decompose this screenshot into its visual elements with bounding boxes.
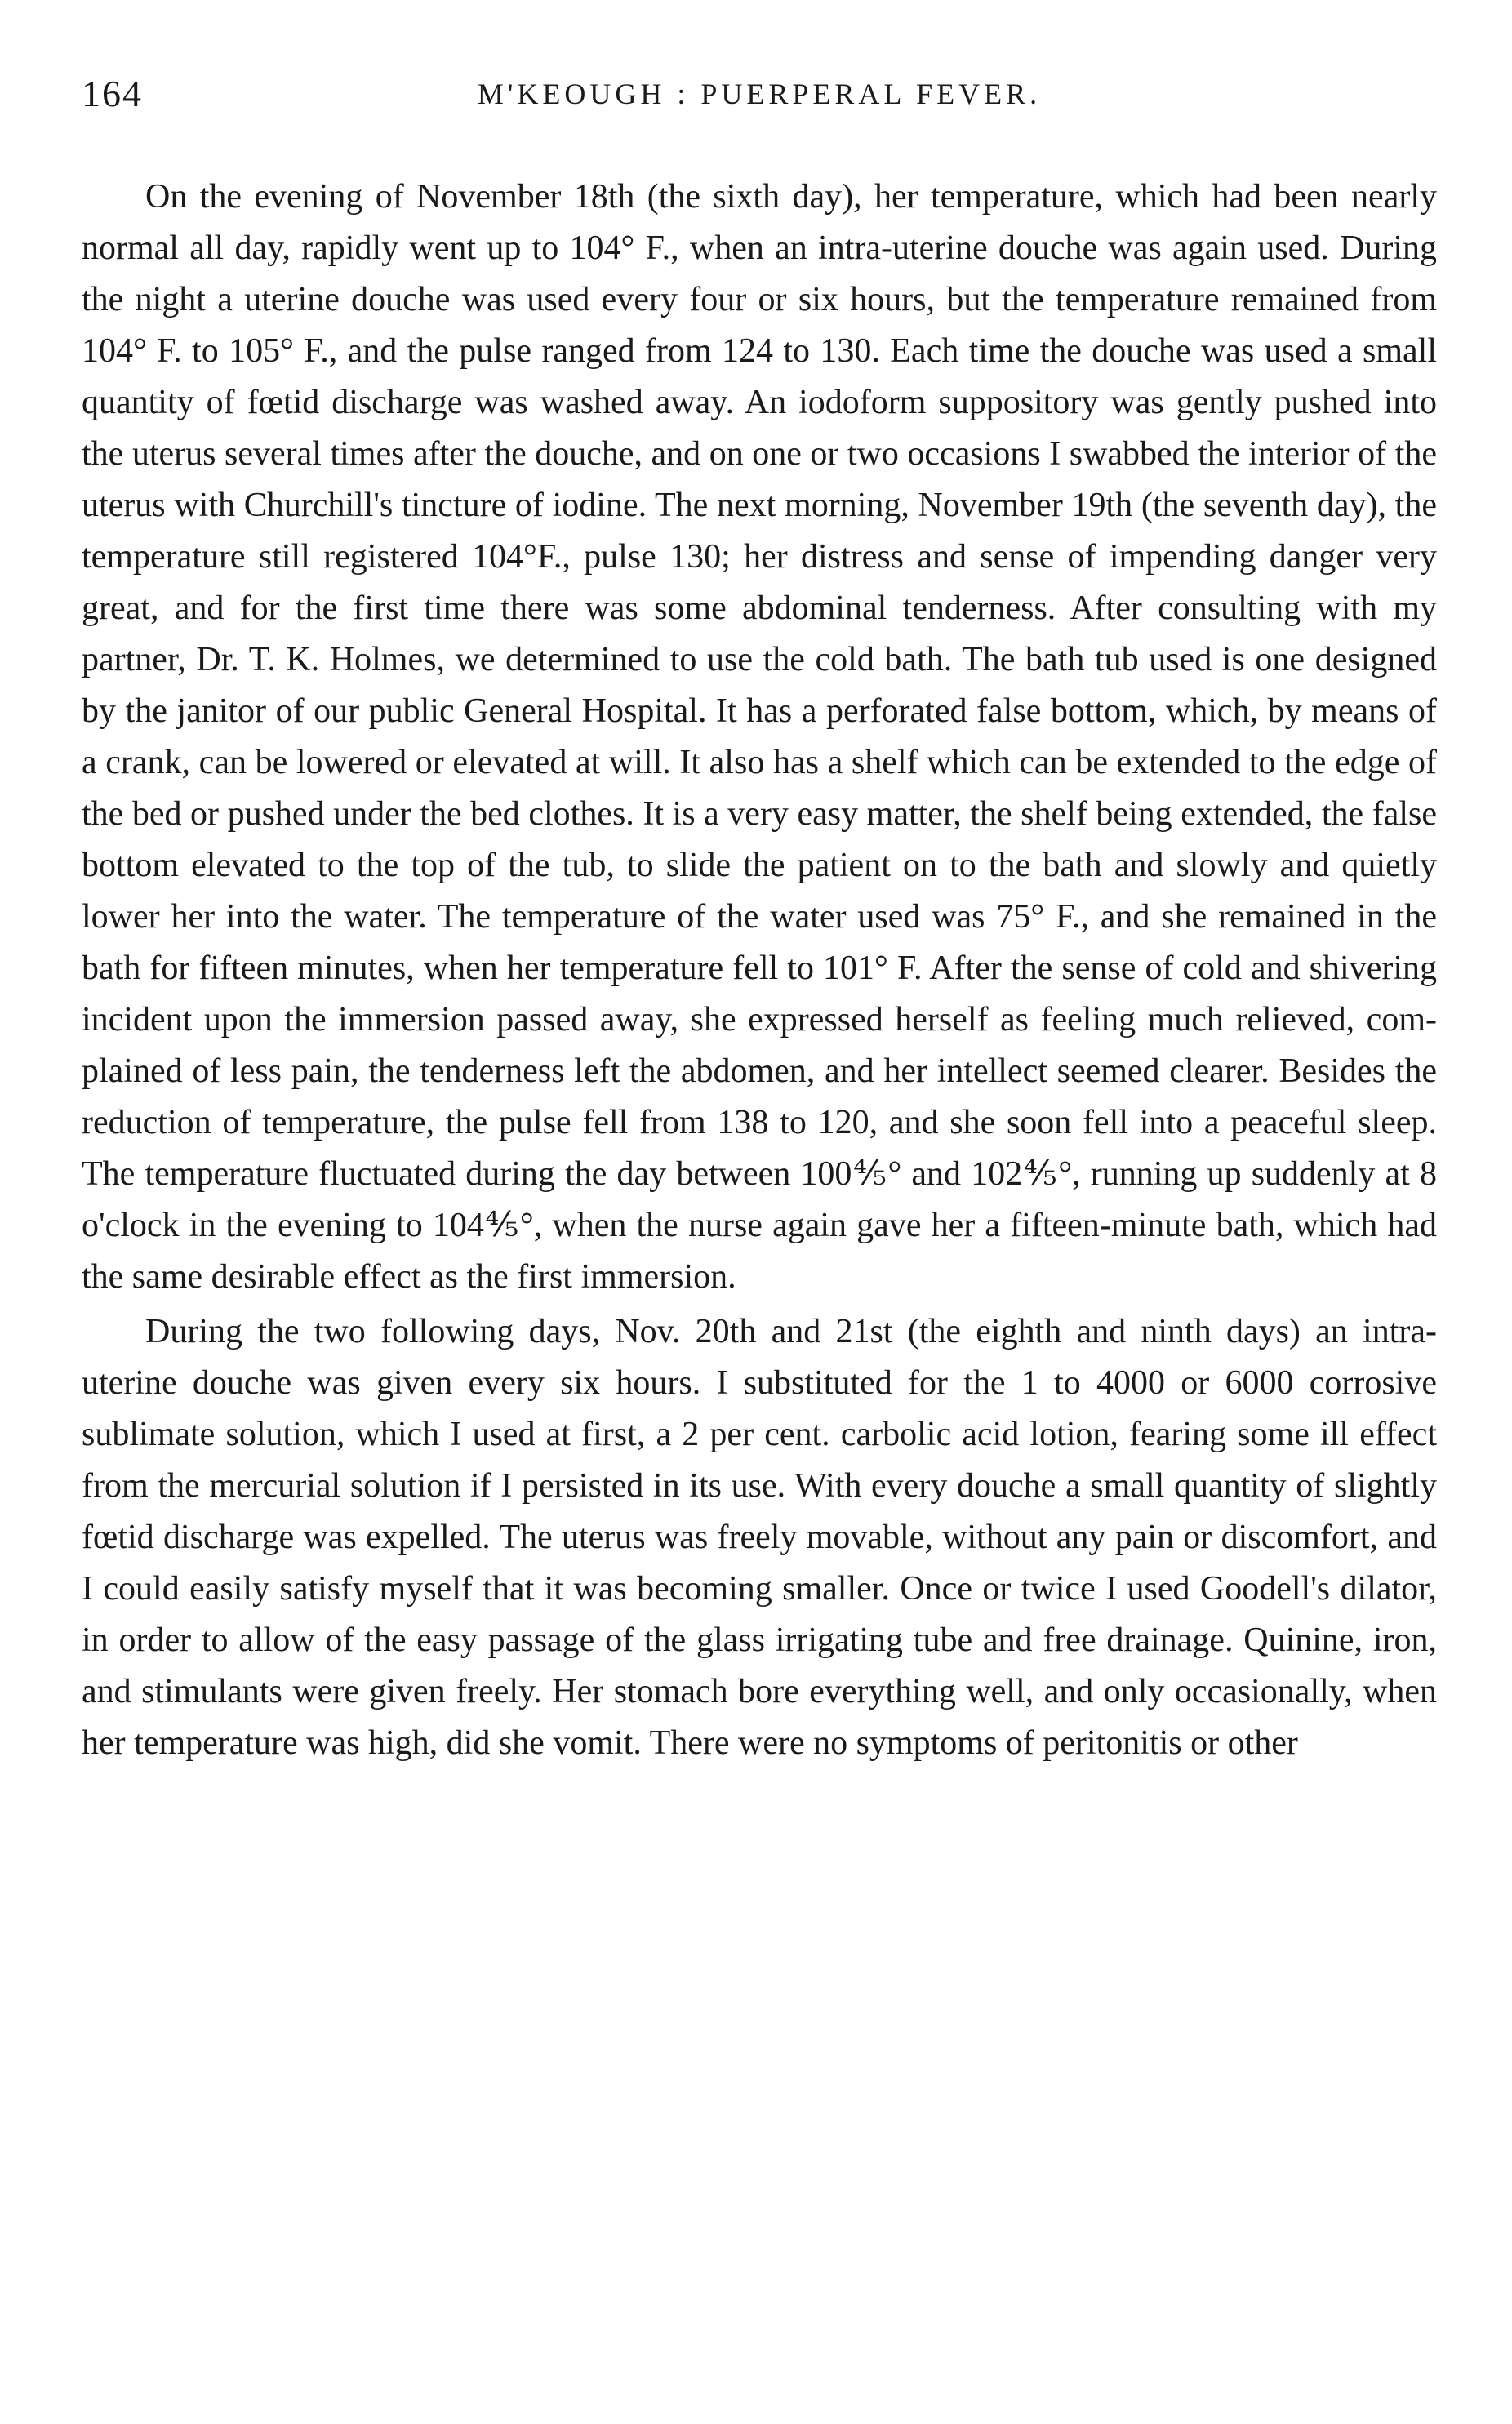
body-text [82, 171, 1437, 1769]
page-number: 164 [82, 73, 143, 114]
running-title: M'KEOUGH : PUERPERAL FEVER. [477, 78, 1042, 110]
paragraph-1: On the evening of November 18th (the sixth day), her temperature, which had been nearly normal all day, rapidly went up to 104° F., when an intra-uterine douche was again used. During the night a uterine douche was used every four or six hours, but the temperature remained from 104° F. to 105° F., and the pulse ranged from 124 to 130. Each time the douche was used a small quantity of fœtid discharge was washed away. An iodoform suppository was gently pushed into the uterus several times after the douche, and on one or two occasions I swabbed the interior of the uterus with Churchill's tincture of iodine. The next morning, November 19th (the seventh day), the temperature still registered 104°F., pulse 130; her distress and sense of impending danger very great, and for the first time there was some abdominal tenderness. After consulting with my partner, Dr. T. K. Holmes, we determined to use the cold bath. The bath tub used is one designed by the janitor of our public General Hospital. It has a perforated false bottom, which, by means of a crank, can be lowered or elevated at will. It also has a shelf which can be extended to the edge of the bed or pushed under the bed clothes. It is a very easy matter, the shelf being extended, the false bottom elevated to the top of the tub, to slide the patient on to the bath and slowly and quietly lower her into the water. The temperature of the water used was 75° F., and she remained in the bath for fifteen minutes, when her temperature fell to 101° F. After the sense of cold and shivering incident upon the immersion passed away, she expressed herself as feeling much relieved, complained of less pain, the tenderness left the abdomen, and her intellect seemed clearer. Besides the reduction of temperature, the pulse fell from 138 to 120, and she soon fell into a peaceful sleep. The temperature fluctuated during the day between 100⅘° and 102⅘°, running up suddenly at 8 o'clock in the evening to 104⅘°, when the nurse again gave her a fifteen-minute bath, which had the same desirable effect as the first immersion. [82, 178, 1437, 1296]
running-head [82, 72, 1437, 121]
paragraph-2: During the two following days, Nov. 20th and 21st (the eighth and ninth days) an intra-uterine douche was given every six hours. I substituted for the 1 to 4000 or 6000 corrosive sublimate solution, which I used at first, a 2 per cent. carbolic acid lotion, fearing some ill effect from the mercurial solution if I persisted in its use. With every douche a small quantity of slightly fœtid discharge was expelled. The uterus was freely movable, without any pain or discomfort, and I could easily satisfy myself that it was becoming smaller. Once or twice I used Goodell's dilator, in order to allow of the easy passage of the glass irrigating tube and free drainage. Quinine, iron, and stimulants were given freely. Her stomach bore everything well, and only occasionally, when her temperature was high, did she vomit. There were no symptoms of peritonitis or other [82, 1313, 1437, 1762]
